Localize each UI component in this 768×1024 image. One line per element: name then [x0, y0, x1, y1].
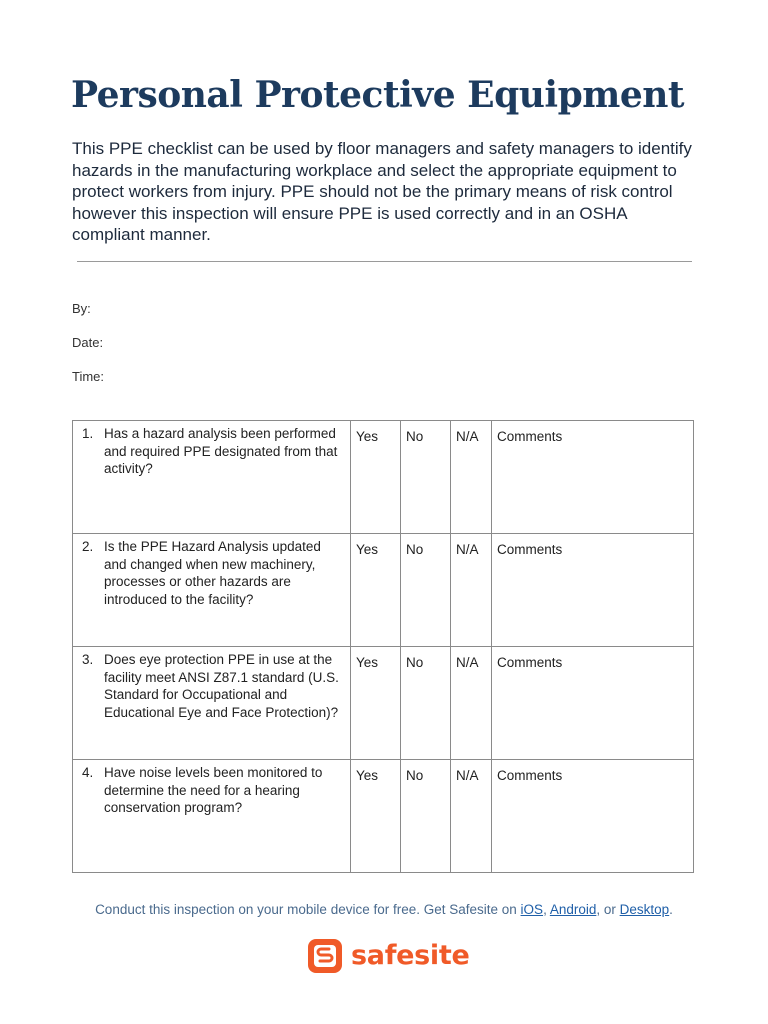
question-number: 4. — [82, 765, 94, 780]
yes-label: Yes — [356, 429, 379, 444]
no-label: No — [406, 768, 424, 783]
time-label: Time: — [72, 369, 105, 384]
question-cell — [73, 421, 351, 534]
yes-label: Yes — [356, 542, 379, 557]
android-link[interactable]: Android — [549, 902, 597, 917]
footer-sep-1: , — [543, 902, 550, 917]
footer-note-prefix: Conduct this inspection on your mobile device for free. Get Safesite on — [95, 902, 521, 917]
yes-option[interactable] — [351, 534, 401, 647]
na-label: N/A — [456, 655, 479, 670]
question-text: Is the PPE Hazard Analysis updated and changed when new machinery, processes or other hazards are introduced to the facility? — [104, 539, 321, 607]
no-option[interactable] — [401, 760, 451, 873]
na-label: N/A — [456, 542, 479, 557]
footer-note — [0, 902, 768, 917]
comments-label: Comments — [497, 768, 563, 783]
no-option[interactable] — [401, 421, 451, 534]
no-label: No — [406, 542, 424, 557]
comments-label: Comments — [497, 542, 563, 557]
comments-label: Comments — [497, 429, 563, 444]
question-text: Does eye protection PPE in use at the facility meet ANSI Z87.1 standard (U.S. Standard for Occupational and Educational Eye and Face Protection)? — [104, 652, 339, 720]
no-label: No — [406, 655, 424, 670]
no-option[interactable] — [401, 647, 451, 760]
brand-wordmark: safesite — [351, 940, 470, 971]
comments-field[interactable] — [492, 647, 694, 760]
table-row — [73, 421, 694, 534]
intro-paragraph: This PPE checklist can be used by floor managers and safety managers to identify hazards in the manufacturing workplace and select the appropriate equipment to protect workers from injury. PPE should not be the primary means of risk control however this inspection will ensure PPE is used correctly and in an OSHA compliant manner. — [72, 139, 692, 244]
question-number: 2. — [82, 539, 94, 554]
page-title: Personal Protective Equipment — [71, 74, 685, 116]
table-row — [73, 534, 694, 647]
footer-note-suffix: . — [669, 902, 673, 917]
na-option[interactable] — [451, 421, 492, 534]
yes-label: Yes — [356, 768, 379, 783]
comments-field[interactable] — [492, 421, 694, 534]
na-label: N/A — [456, 429, 479, 444]
question-cell — [73, 534, 351, 647]
yes-label: Yes — [356, 655, 379, 670]
yes-option[interactable] — [351, 421, 401, 534]
table-row — [73, 647, 694, 760]
ios-link[interactable]: iOS — [520, 902, 544, 917]
question-cell — [73, 760, 351, 873]
no-option[interactable] — [401, 534, 451, 647]
yes-option[interactable] — [351, 647, 401, 760]
comments-field[interactable] — [492, 760, 694, 873]
na-option[interactable] — [451, 647, 492, 760]
desktop-link[interactable]: Desktop — [619, 902, 670, 917]
by-label: By: — [72, 301, 91, 316]
na-option[interactable] — [451, 760, 492, 873]
yes-option[interactable] — [351, 760, 401, 873]
safesite-logo-icon — [307, 938, 343, 974]
question-text: Has a hazard analysis been performed and required PPE designated from that activity? — [104, 426, 338, 476]
comments-label: Comments — [497, 655, 563, 670]
safesite-logo — [307, 938, 470, 974]
date-label: Date: — [72, 335, 104, 350]
question-text: Have noise levels been monitored to determine the need for a hearing conservation program? — [104, 765, 323, 815]
question-cell — [73, 647, 351, 760]
na-option[interactable] — [451, 534, 492, 647]
question-number: 1. — [82, 426, 94, 441]
table-row — [73, 760, 694, 873]
question-number: 3. — [82, 652, 94, 667]
footer-sep-2: , or — [596, 902, 620, 917]
checklist-table — [72, 420, 694, 873]
comments-field[interactable] — [492, 534, 694, 647]
na-label: N/A — [456, 768, 479, 783]
no-label: No — [406, 429, 424, 444]
divider — [77, 261, 692, 262]
